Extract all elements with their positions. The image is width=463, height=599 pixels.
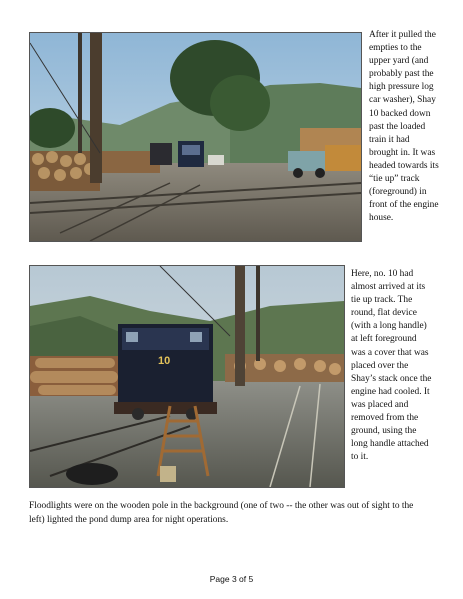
photo-shay-tie-up-track [29,265,345,488]
page-number: Page 3 of 5 [209,574,254,584]
caption-floodlights: Floodlights were on the wooden pole in the background (one of two -- the other was out of sight to the left) lighted the pond dump area for night operations. [29,501,414,525]
caption-first-photo: After it pulled the empties to the upper yard (and probably past the high pressure log car washer), Shay 10 backed down past the loaded train it had brought in. It was headed towards its “tie up” track (foreground) in front of the engine house. [369,30,439,224]
caption-second-photo: Here, no. 10 had almost arrived at its tie up track. The round, flat device (with a long handle) at left foreground was a cover that was placed over the Shay’s stack once the engine had cooled. It was placed and removed from the ground, using the long handle attached to it. [351,269,432,463]
photo-shay-backing-down [29,32,362,242]
locomotive-number-text: 10 [158,355,171,367]
